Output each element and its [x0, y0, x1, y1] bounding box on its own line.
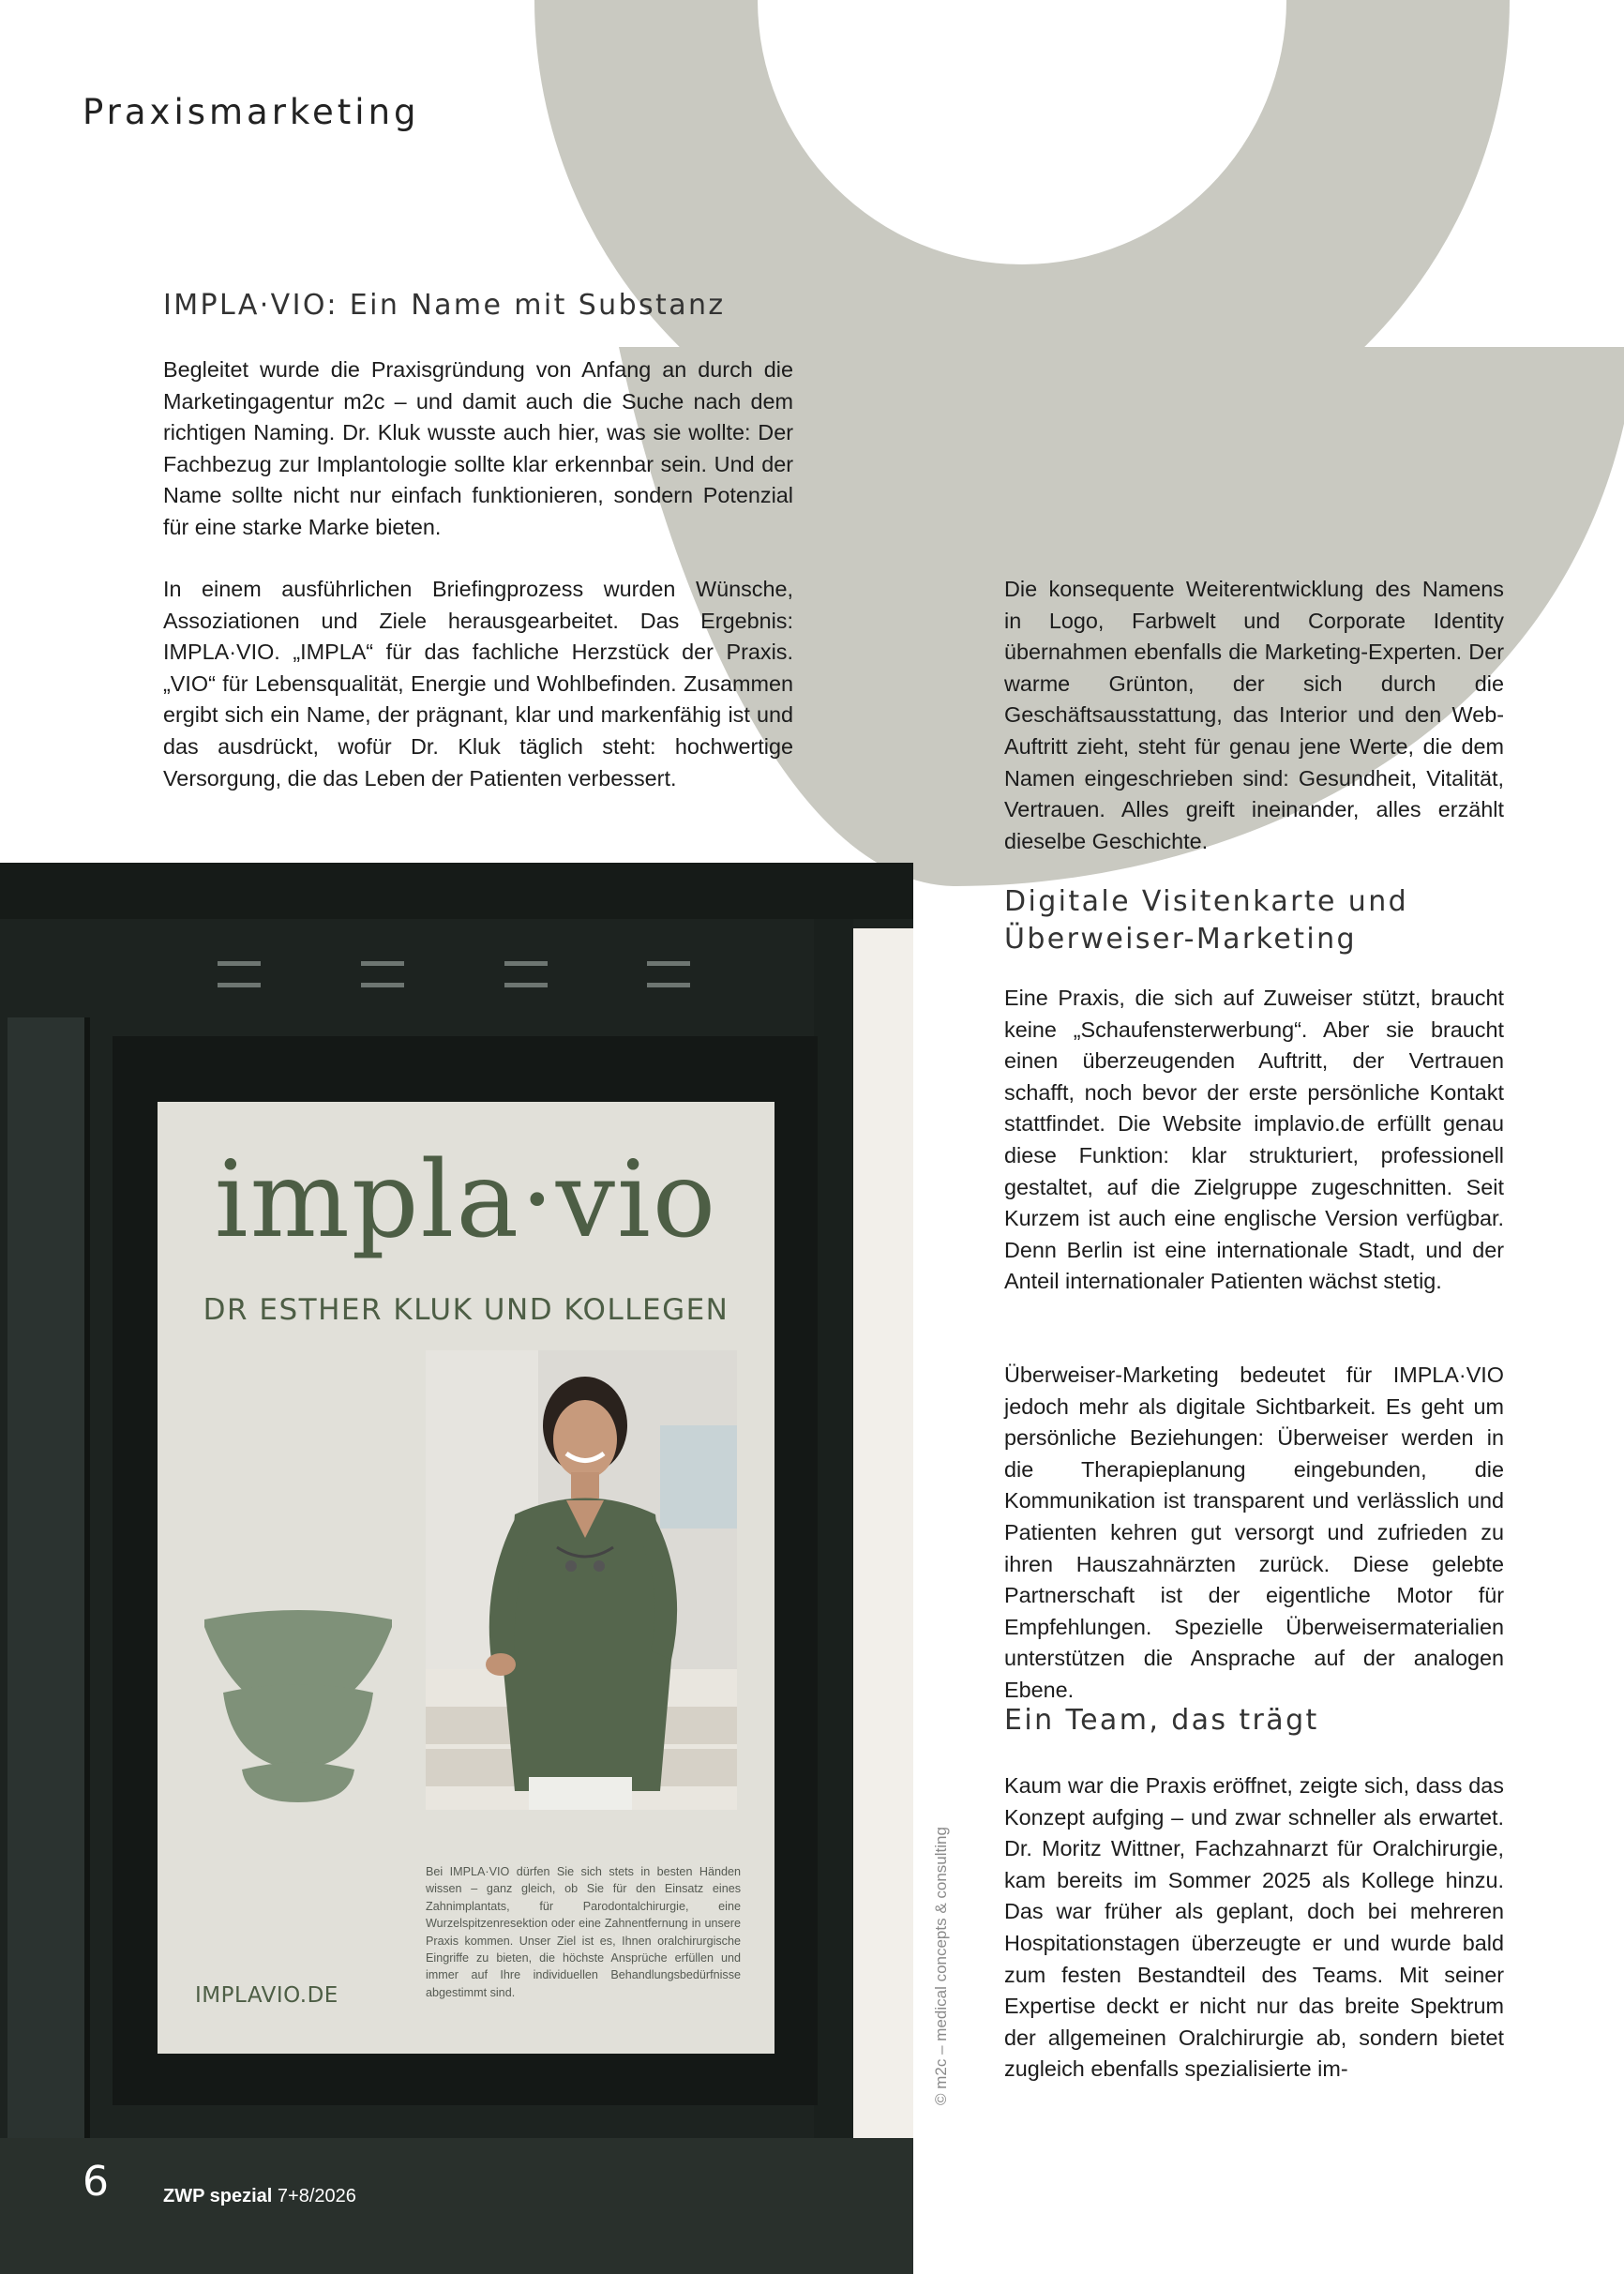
shelter-pillar — [814, 919, 853, 2274]
paragraph-naming-intro: Begleitet wurde die Praxisgründung von Anfang an durch die Marketingagentur m2c – und damit auch die Suche nach dem richtigen Naming. Dr. Kluk wusste auch hier, was sie wollte: Der Fachbezug zur Implantologie sollte klar erkennbar sein. Und der Name sollte nicht nur einfach funktionieren, sondern Potenzial für eine starke Marke bieten. — [163, 357, 793, 539]
shelter-side-glass — [8, 1017, 90, 2274]
vent-slot — [218, 961, 261, 987]
shelter-roof — [0, 863, 913, 919]
poster-practice-name: DR ESTHER KLUK UND KOLLEGEN — [203, 1293, 729, 1327]
paragraph-briefing: In einem ausführlichen Briefingprozess wurden Wünsche, Assoziationen und Ziele herausgearbeitet. Das Ergebnis: IMPLA·VIO. „IMPLA“ für das fachliche Herzstück der Praxis. „VIO“ für Lebensqualität, Energie und Wohlbefinden. Zusammen ergibt sich ein Name, der prägnant, klar und markenfähig ist und das ausdrückt, wofür Dr. Kluk täglich steht: hochwertige Versorgung, die das Leben der Patienten verbessert. — [163, 577, 793, 791]
issue-number: 7+8/2026 — [277, 2186, 356, 2206]
heading-team: Ein Team, das trägt — [1004, 1704, 1319, 1737]
dentist-portrait — [426, 1350, 737, 1810]
paragraph-website: Eine Praxis, die sich auf Zuweiser stützt, braucht keine „Schaufensterwerbung“. Aber sie braucht einen überzeugenden Auftritt, der Vertrauen schafft, noch bevor der erste persönliche Kontakt stattfindet. Die Website implavio.de erfüllt genau diese Funktion: klar strukturiert, professionell gestaltet, auf die Zielgruppe zugeschnitten. Seit Kurzem ist auch eine englische Version verfügbar. Denn Berlin ist eine internationale Stadt, und der Anteil internationaler Patienten wächst stetig. — [1004, 986, 1504, 1294]
vent-slot — [361, 961, 404, 987]
section-label: Praxismarketing — [83, 92, 420, 132]
shelter-base — [0, 2138, 913, 2274]
heading-digital-line1: Digitale Visitenkarte und — [1004, 885, 1409, 918]
advertising-poster — [158, 1102, 774, 2054]
paragraph-corporate-identity: Die konsequente Weiterentwicklung des Namens in Logo, Farbwelt und Corporate Identity übernahmen ebenfalls die Marketing-Experten. Der warme Grünton, der sich durch die Geschäftsausstattung, das Interior und den Web-Auftritt zieht, steht für genau jene Werte, die dem Namen eingeschrieben sind: Gesundheit, Vitalität, Vertrauen. Alles greift ineinander, alles erzählt dieselbe Geschichte. — [1004, 577, 1504, 853]
vent-slot — [504, 961, 548, 987]
magazine-footer — [163, 2186, 356, 2207]
poster-logo: impla·vio — [214, 1139, 718, 1261]
page-number: 6 — [83, 2158, 109, 2206]
poster-description: Bei IMPLA·VIO dürfen Sie sich stets in besten Händen wissen – ganz gleich, ob Sie für den Einsatz eines Zahnimplantats, für Parodontalchirurgie, eine Wurzelspitzenresektion oder eine Zahnentfernung in unsere Praxis kommen. Unser Ziel ist es, Ihnen oralchirurgische Eingriffe zu bieten, die höchste Ansprüche erfüllen und immer auf Ihre individuellen Behandlungsbedürfnisse abgestimmt sind. — [426, 1865, 741, 1999]
paragraph-referral-marketing: Überweiser-Marketing bedeutet für IMPLA·VIO jedoch mehr als digitale Sichtbarkeit. Es geht um persönliche Beziehungen: Überweiser werden in die Therapieplanung eingebunden, die Kommunikation ist transparent und verlässlich und Patienten kehren gut versorgt und zufrieden zu ihren Hauszahnärzten zurück. Diese gelebte Partnerschaft ist der eigentliche Motor für Empfehlungen. Spezielle Überweisermaterialien unterstützen die Ansprache auf der analogen Ebene. — [1004, 1363, 1504, 1702]
heading-name-substance: IMPLA·VIO: Ein Name mit Substanz — [163, 289, 726, 322]
brand-emblem-icon — [204, 1610, 392, 1807]
photo-credit: © m2c – medical concepts & consulting — [932, 1827, 950, 2105]
poster-website: IMPLAVIO.DE — [195, 1983, 338, 2008]
building-wall — [853, 928, 913, 2274]
magazine-name: ZWP spezial — [163, 2186, 273, 2206]
paragraph-team: Kaum war die Praxis eröffnet, zeigte sich, dass das Konzept aufging – und zwar schneller als erwartet. Dr. Moritz Wittner, Fachzahnarzt für Oralchirurgie, kam bereits im Sommer 2025 als Kollege hinzu. Das war früher als geplant, doch bei mehreren Hospitationstagen überzeugte er und wurde bald zum festen Bestandteil des Teams. Mit seiner Expertise deckt er nicht nur das breite Spektrum der allgemeinen Oralchirurgie ab, sondern bietet zugleich ebenfalls spezialisierte im- — [1004, 1773, 1504, 2082]
dentist-portrait-illustration — [426, 1350, 737, 1810]
vent-slot — [647, 961, 690, 987]
heading-digital-line2: Überweiser-Marketing — [1004, 923, 1357, 956]
heading-digital-business-card — [1004, 883, 1408, 958]
